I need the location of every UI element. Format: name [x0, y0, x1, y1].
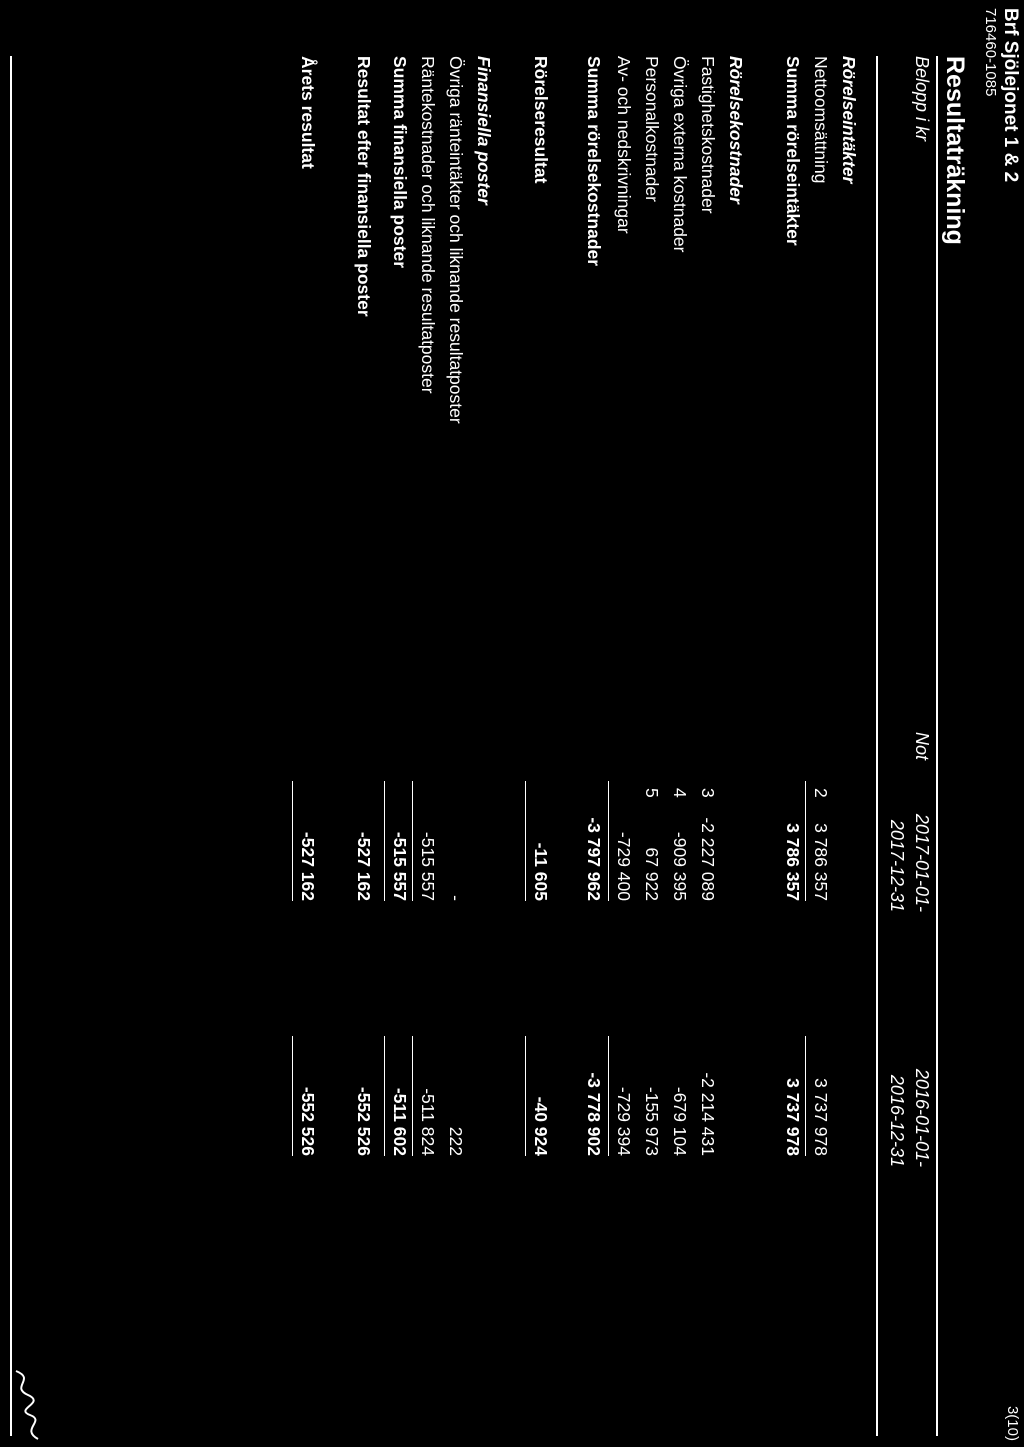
prior-period-value: -511 824	[418, 1088, 438, 1156]
current-period-value: -515 557	[390, 831, 410, 901]
current-period-start: 2017-01-01-	[912, 813, 932, 912]
current-period-value: -2 227 089	[698, 817, 718, 901]
sum-underline	[805, 781, 806, 901]
table-row	[610, 56, 634, 1436]
row-label: Personalkostnader	[642, 56, 662, 202]
sum-underline	[608, 1036, 609, 1156]
table-row	[779, 56, 803, 1436]
table-row	[414, 56, 438, 1436]
sum-underline	[412, 1036, 413, 1156]
note-reference: 3	[698, 788, 718, 798]
table-row	[442, 56, 466, 1436]
row-label: Rörelsekostnader	[726, 56, 746, 204]
row-label: Nettoomsättning	[811, 56, 831, 184]
current-period-value: -729 400	[614, 831, 634, 901]
current-period-value: -	[446, 895, 466, 901]
current-period-value: -515 557	[418, 831, 438, 901]
row-label: Resultat efter finansiella poster	[354, 56, 374, 317]
table-row	[294, 56, 318, 1436]
table-row	[694, 56, 718, 1436]
sum-underline	[525, 781, 526, 901]
sum-underline	[608, 781, 609, 901]
row-label: Årets resultat	[298, 56, 318, 169]
note-reference: 5	[642, 788, 662, 798]
page-number: 3(10)	[1004, 1405, 1021, 1441]
prior-period-value: 3 737 978	[783, 1078, 803, 1156]
prior-period-end: 2016-12-31	[887, 1074, 907, 1167]
sum-underline	[525, 1036, 526, 1156]
current-period-value: -11 605	[531, 842, 551, 901]
section-heading	[722, 56, 746, 1436]
prior-period-value: -511 602	[390, 1087, 410, 1156]
row-label: Rörelseintäkter	[839, 56, 859, 184]
current-period-value: -527 162	[354, 831, 374, 901]
table-row	[580, 56, 604, 1436]
prior-period-value: -679 104	[670, 1086, 690, 1156]
row-label: Räntekostnader och liknande resultatposter	[418, 56, 438, 394]
document-title: Resultaträkning	[941, 56, 969, 245]
row-label: Av- och nedskrivningar	[614, 56, 634, 234]
current-period-value: -909 395	[670, 831, 690, 901]
header-rule	[876, 56, 878, 1436]
row-label: Summa rörelsekostnader	[584, 56, 604, 267]
table-row	[350, 56, 374, 1436]
amount-label: Belopp i kr	[912, 56, 932, 142]
sum-underline	[292, 1036, 293, 1156]
note-column-header: Not	[912, 732, 932, 761]
current-period-value: 3 786 357	[783, 823, 803, 901]
current-period-value: -3 797 962	[584, 817, 604, 901]
row-label: Finansiella poster	[474, 56, 494, 205]
sum-underline	[412, 781, 413, 901]
row-label: Övriga ränteintäkter och liknande resultatposter	[446, 56, 466, 424]
prior-period-value: -2 214 431	[698, 1072, 718, 1156]
table-row	[386, 56, 410, 1436]
prior-period-start: 2016-01-01-	[912, 1068, 932, 1167]
sum-underline	[805, 1036, 806, 1156]
prior-period-value: -552 526	[298, 1086, 318, 1156]
bottom-rule	[10, 56, 12, 1436]
sum-underline	[384, 781, 385, 901]
prior-period-value: -40 924	[531, 1096, 551, 1156]
title-rule	[936, 56, 938, 1436]
prior-period-value: -155 973	[642, 1086, 662, 1156]
current-period-end: 2017-12-31	[887, 819, 907, 912]
organization-name: Brf Sjölejonet 1 & 2	[1000, 8, 1021, 183]
signature-mark	[4, 1365, 44, 1445]
organization-number: 716460-1085	[982, 8, 999, 97]
row-label: Fastighetskostnader	[698, 56, 718, 214]
current-period-value: 67 922	[642, 847, 662, 901]
sum-underline	[292, 781, 293, 901]
prior-period-value: -729 394	[614, 1086, 634, 1156]
table-row	[638, 56, 662, 1436]
row-label: Övriga externa kostnader	[670, 56, 690, 253]
prior-period-value: 3 737 978	[811, 1078, 831, 1156]
note-reference: 4	[670, 788, 690, 798]
section-heading	[835, 56, 859, 1436]
note-reference: 2	[811, 788, 831, 798]
current-period-value: 3 786 357	[811, 823, 831, 901]
current-period-value: -527 162	[298, 831, 318, 901]
section-heading	[470, 56, 494, 1436]
prior-period-value: -552 526	[354, 1086, 374, 1156]
table-row	[807, 56, 831, 1436]
row-label: Summa rörelseintäkter	[783, 56, 803, 246]
prior-period-value: 222	[446, 1126, 466, 1156]
table-row	[666, 56, 690, 1436]
row-label: Summa finansiella poster	[390, 56, 410, 269]
table-row	[527, 56, 551, 1436]
prior-period-value: -3 778 902	[584, 1072, 604, 1156]
row-label: Rörelseresultat	[531, 56, 551, 184]
sum-underline	[384, 1036, 385, 1156]
